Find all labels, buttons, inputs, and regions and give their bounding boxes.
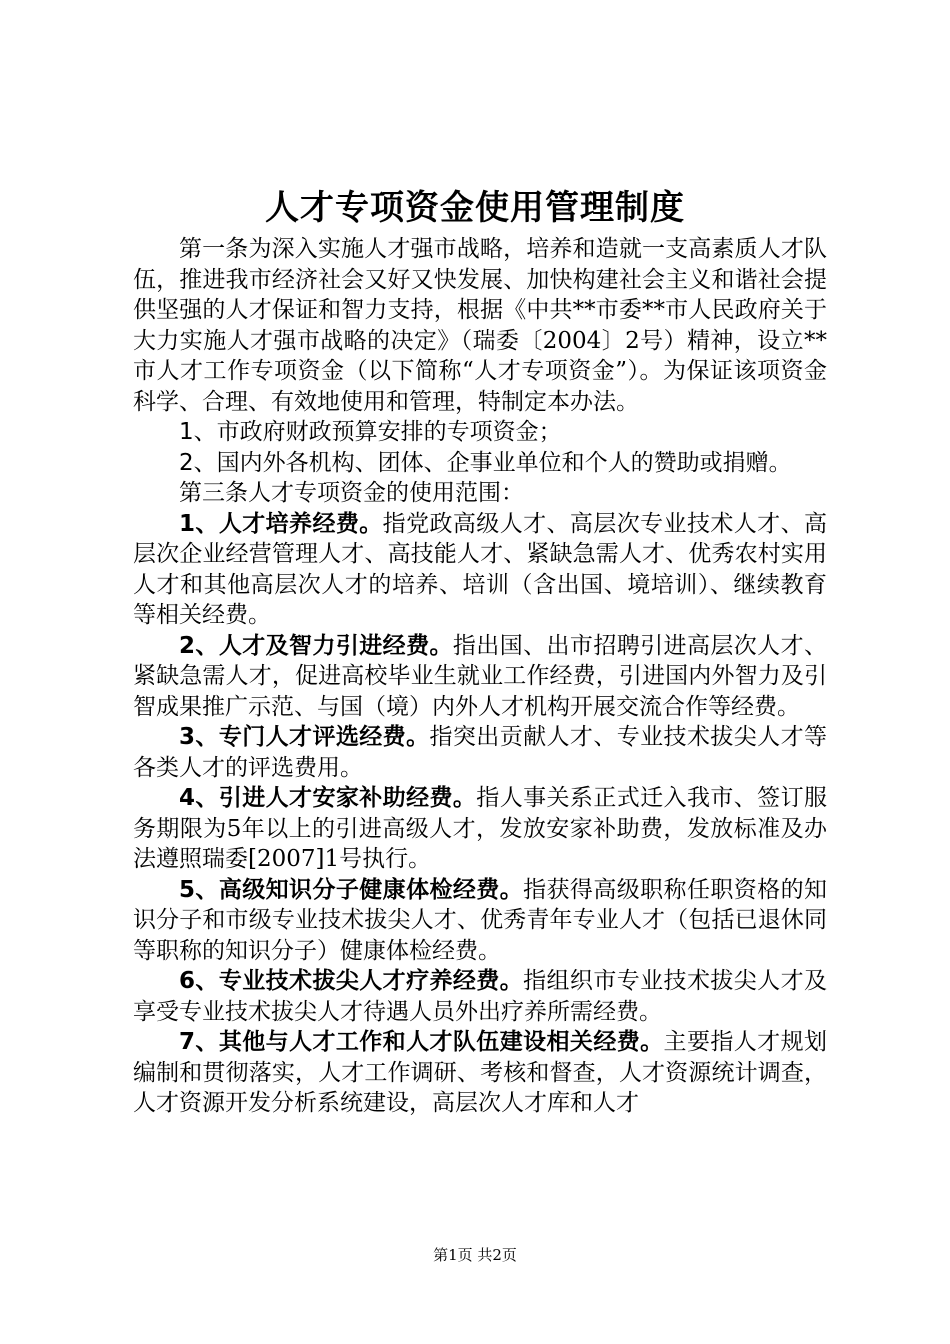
paragraph-text: 主要指人才规划编制和贯彻落实，人才工作调研、考核和督查，人才资源统计调查，人才资源开发分析系统建设，高层次人才库和人才 (133, 1029, 827, 1116)
paragraph-text: 指出国、出市招聘引进高层次人才、紧缺急需人才，促进高校毕业生就业工作经费，引进国内外智力及引智成果推广示范、与国（境）内外人才机构开展交流合作等经费。 (133, 632, 827, 720)
paragraph-text: 指人事关系正式迁入我市、签订服务期限为5年以上的引进高级人才，发放安家补助费，发放标准及办法遵照瑞委[2007]1号执行。 (133, 785, 827, 872)
paragraph (133, 722, 827, 783)
paragraph-text: 指获得高级职称任职资格的知识分子和市级专业技术拔尖人才、优秀青年专业人才（包括已退休同等职称的知识分子）健康体检经费。 (133, 876, 827, 964)
paragraph-text: 第三条人才专项资金的使用范围： (179, 480, 524, 506)
paragraph-heading: 2、人才及智力引进经费。 (179, 632, 453, 659)
paragraph-text: 1、市政府财政预算安排的专项资金； (179, 419, 562, 445)
paragraph (133, 966, 827, 1027)
paragraph (133, 783, 827, 875)
paragraph-heading: 5、高级知识分子健康体检经费。 (179, 876, 524, 903)
paragraph-text: 指党政高级人才、高层次专业技术人才、高层次企业经营管理人才、高技能人才、紧缺急需人才、优秀农村实用人才和其他高层次人才的培养、培训（含出国、境培训）、继续教育等相关经费。 (133, 510, 827, 628)
document-body (133, 234, 827, 1119)
page-footer: 第1页 共2页 (433, 1246, 517, 1264)
paragraph (133, 478, 827, 509)
paragraph-text: 2、国内外各机构、团体、企事业单位和个人的赞助或捐赠。 (179, 449, 792, 476)
paragraph-heading: 6、专业技术拔尖人才疗养经费。 (179, 968, 524, 994)
paragraph-heading: 1、人才培养经费。 (179, 510, 383, 537)
paragraph (133, 417, 827, 448)
paragraph (133, 875, 827, 967)
document-title: 人才专项资金使用管理制度 (265, 188, 685, 228)
paragraph-heading: 4、引进人才安家补助经费。 (179, 785, 477, 811)
paragraph-text: 指组织市专业技术拔尖人才及享受专业技术拔尖人才待遇人员外出疗养所需经费。 (133, 968, 827, 1025)
paragraph-heading: 3、专门人才评选经费。 (179, 724, 430, 750)
paragraph (133, 509, 827, 631)
paragraph (133, 234, 827, 417)
paragraph (133, 631, 827, 723)
paragraph-heading: 7、其他与人才工作和人才队伍建设相关经费。 (179, 1029, 664, 1055)
paragraph (133, 448, 827, 479)
paragraph-text: 第一条为深入实施人才强市战略，培养和造就一支高素质人才队伍，推进我市经济社会又好又快发展、加快构建社会主义和谐社会提供坚强的人才保证和智力支持，根据《中共**市委**市人民政府关于大力实施人才强市战略的决定》（瑞委〔2004〕2号）精神，设立**市人才工作专项资金（以下简称“人才专项资金”）。为保证该项资金科学、合理、有效地使用和管理，特制定本办法。 (133, 236, 827, 415)
paragraph (133, 1027, 827, 1119)
paragraph-text: 指突出贡献人才、专业技术拔尖人才等各类人才的评选费用。 (133, 724, 827, 781)
